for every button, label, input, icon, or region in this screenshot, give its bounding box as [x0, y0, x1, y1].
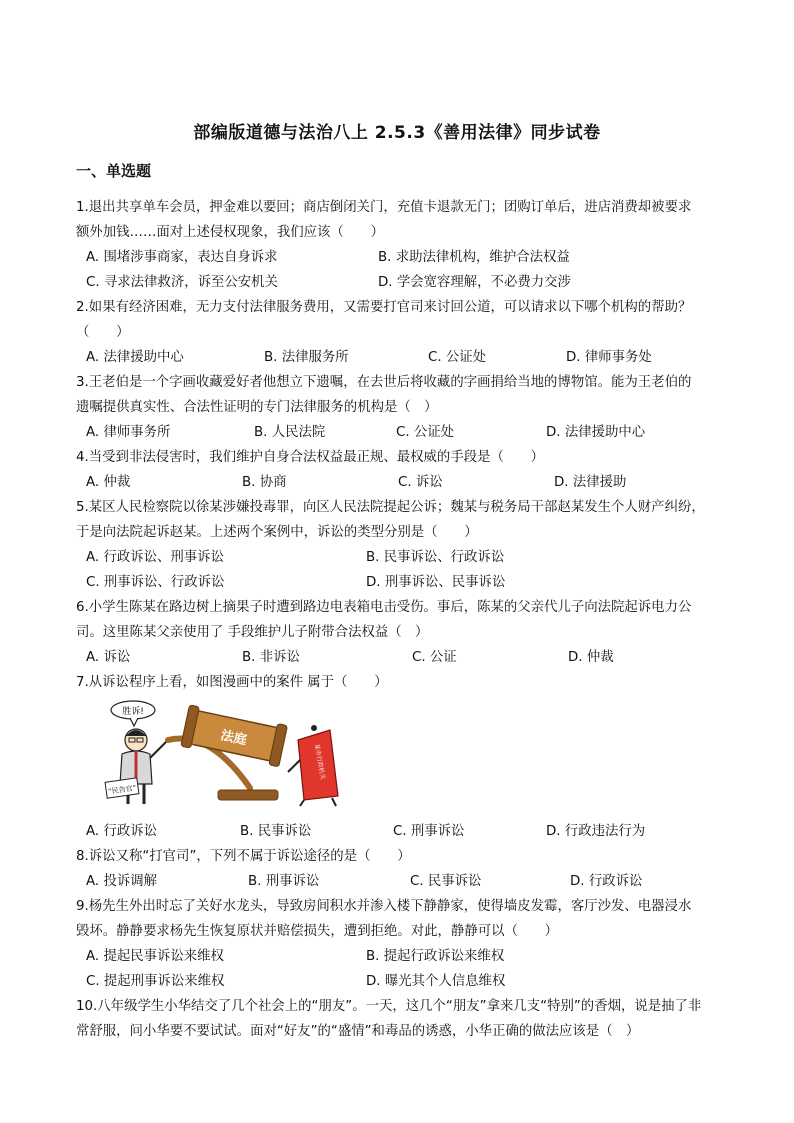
- section-heading: 一、单选题: [76, 162, 152, 180]
- lawsuit-comic-image: [100, 700, 358, 808]
- question-7-option-c: C. 刑事诉讼: [393, 824, 465, 839]
- question-7-line-1: 7.从诉讼程序上看，如图漫画中的案件 属于（ ）: [76, 675, 388, 690]
- question-3-option-b: B. 人民法院: [254, 425, 326, 440]
- official-badge: 某市行政机关: [312, 743, 327, 781]
- question-9-option-a: A. 提起民事诉讼来维权: [86, 949, 224, 964]
- official-arm: [288, 760, 300, 772]
- question-6-option-c: C. 公证: [412, 650, 457, 665]
- question-7-option-a: A. 行政诉讼: [86, 824, 157, 839]
- speech-text: 胜诉!: [122, 707, 144, 717]
- question-4-option-a: A. 仲裁: [86, 475, 131, 490]
- man-arm: [150, 740, 168, 758]
- question-8-option-c: C. 民事诉讼: [410, 874, 482, 889]
- question-6-option-b: B. 非诉讼: [242, 650, 300, 665]
- question-1-line-1: 1.退出共享单车会员，押金难以要回；商店倒闭关门，充值卡退款无门；团购订单后，进店消费却被要求: [76, 200, 692, 215]
- question-2-line-1: 2.如果有经济困难，无力支付法律服务费用，又需要打官司来讨回公道，可以请求以下哪个机构的帮助？: [76, 300, 692, 315]
- question-2-line-2: （ ）: [76, 325, 130, 340]
- question-1-option-d: D. 学会宽容理解，不必费力交涉: [378, 275, 571, 290]
- question-9-option-b: B. 提起行政诉讼来维权: [366, 949, 505, 964]
- question-9-option-d: D. 曝光其个人信息维权: [366, 974, 506, 989]
- page-title: 部编版道德与法治八上 2.5.3《善用法律》同步试卷: [193, 123, 601, 143]
- official-leg-left: [300, 800, 304, 806]
- question-1-option-c: C. 寻求法律救济，诉至公安机关: [86, 275, 278, 290]
- stress-mark: [311, 725, 317, 731]
- question-5-option-b: B. 民事诉讼、行政诉讼: [366, 550, 505, 565]
- question-5-line-1: 5.某区人民检察院以徐某涉嫌投毒罪，向区人民法院提起公诉；魏某与税务局干部赵某发生个人财产纠纷，: [76, 500, 705, 515]
- question-3-line-1: 3.王老伯是一个字画收藏爱好者他想立下遗嘱，在去世后将收藏的字画捐给当地的博物馆。能为王老伯的: [76, 375, 692, 390]
- gavel-base: [218, 790, 278, 800]
- question-5-line-2: 于是向法院起诉赵某。上述两个案例中，诉讼的类型分别是（ ）: [76, 525, 478, 540]
- question-7-option-b: B. 民事诉讼: [240, 824, 312, 839]
- question-3-option-c: C. 公证处: [396, 425, 455, 440]
- question-9-line-2: 毁坏。静静要求杨先生恢复原状并赔偿损失，遭到拒绝。对此，静静可以（ ）: [76, 924, 559, 939]
- question-1-option-a: A. 围堵涉事商家，表达自身诉求: [86, 250, 278, 265]
- question-3-line-2: 遗嘱提供真实性、合法性证明的专门法律服务的机构是（ ）: [76, 400, 438, 415]
- question-2-option-b: B. 法律服务所: [264, 350, 349, 365]
- question-4-line-1: 4.当受到非法侵害时，我们维护自身合法权益最正规、最权威的手段是（ ）: [76, 450, 545, 465]
- question-9-option-c: C. 提起刑事诉讼来维权: [86, 974, 225, 989]
- gavel-label: 法庭: [219, 728, 248, 749]
- question-6-option-d: D. 仲裁: [568, 650, 614, 665]
- question-6-option-a: A. 诉讼: [86, 650, 131, 665]
- question-7-option-d: D. 行政违法行为: [546, 824, 646, 839]
- question-8-option-a: A. 投诉调解: [86, 874, 157, 889]
- question-2-option-c: C. 公证处: [428, 350, 487, 365]
- speech-bubble-tail: [130, 718, 138, 726]
- question-8-option-d: D. 行政诉讼: [570, 874, 643, 889]
- question-3-option-d: D. 法律援助中心: [546, 425, 646, 440]
- question-8-line-1: 8.诉讼又称“打官司”，下列不属于诉讼途径的是（ ）: [76, 849, 411, 864]
- question-4-option-c: C. 诉讼: [398, 475, 443, 490]
- placard-text: “民告官”: [107, 784, 137, 796]
- question-2-option-d: D. 律师事务处: [566, 350, 652, 365]
- gavel-head: [181, 705, 288, 767]
- question-3-option-a: A. 律师事务所: [86, 425, 171, 440]
- question-6-line-1: 6.小学生陈某在路边树上摘果子时遭到路边电表箱电击受伤。事后，陈某的父亲代儿子向法院起诉电力公: [76, 600, 692, 615]
- question-5-option-a: A. 行政诉讼、刑事诉讼: [86, 550, 224, 565]
- question-5-option-d: D. 刑事诉讼、民事诉讼: [366, 575, 506, 590]
- question-4-option-d: D. 法律援助: [554, 475, 627, 490]
- question-10-line-2: 常舒服，问小华要不要试试。面对“好友”的“盛情”和毒品的诱惑，小华正确的做法应该是（ ）: [76, 1024, 640, 1039]
- question-1-line-2: 额外加钱……面对上述侵权现象，我们应该（ ）: [76, 225, 384, 240]
- question-6-line-2: 司。这里陈某父亲使用了 手段维护儿子附带合法权益（ ）: [76, 625, 429, 640]
- question-8-option-b: B. 刑事诉讼: [248, 874, 320, 889]
- question-10-line-1: 10.八年级学生小华结交了几个社会上的“朋友”。一天，这几个“朋友”拿来几支“特别”的香烟，说是抽了非: [76, 999, 702, 1014]
- question-4-option-b: B. 协商: [242, 475, 287, 490]
- official-leg-right: [332, 798, 336, 806]
- question-2-option-a: A. 法律援助中心: [86, 350, 184, 365]
- question-5-option-c: C. 刑事诉讼、行政诉讼: [86, 575, 225, 590]
- question-9-line-1: 9.杨先生外出时忘了关好水龙头，导致房间积水并渗入楼下静静家，使得墙皮发霉，客厅沙发、电器浸水: [76, 899, 692, 914]
- question-1-option-b: B. 求助法律机构，维护合法权益: [378, 250, 570, 265]
